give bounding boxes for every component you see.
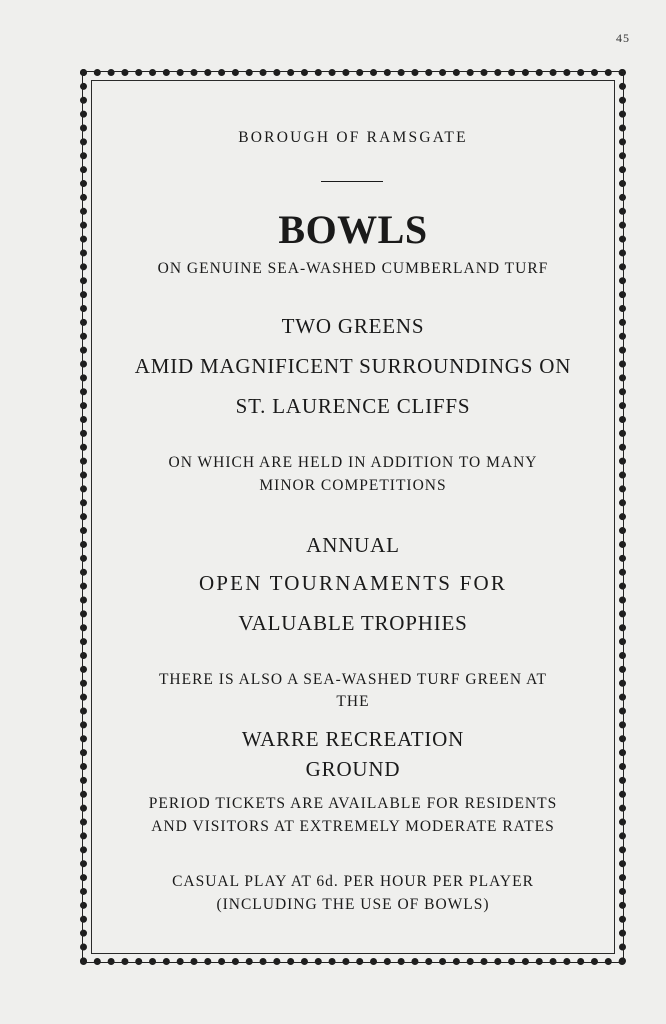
- warre-name-1: WARRE RECREATION: [241, 727, 465, 751]
- subtitle-turf: ON GENUINE SEA-WASHED CUMBERLAND TURF: [157, 260, 549, 277]
- tournaments-line-2: OPEN TOURNAMENTS FOR: [198, 571, 508, 595]
- tournaments-line-1: ANNUAL: [306, 533, 400, 557]
- divider-rule: [321, 181, 383, 182]
- casual-line-1: CASUAL PLAY AT 6d. PER HOUR PER PLAYER: [172, 873, 534, 890]
- page-number: 45: [616, 31, 630, 45]
- competitions-line-2: MINOR COMPETITIONS: [259, 477, 447, 494]
- warre-name-2: GROUND: [305, 757, 401, 781]
- title-bowls: BOWLS: [278, 207, 428, 252]
- tickets-line-2: AND VISITORS AT EXTREMELY MODERATE RATES: [151, 818, 555, 835]
- casual-line-2: (INCLUDING THE USE OF BOWLS): [216, 896, 490, 913]
- greens-line-2: AMID MAGNIFICENT SURROUNDINGS ON: [134, 354, 572, 378]
- competitions-line-1: ON WHICH ARE HELD IN ADDITION TO MANY: [168, 454, 538, 471]
- tournaments-line-3: VALUABLE TROPHIES: [238, 611, 468, 635]
- warre-intro-2: THE: [336, 693, 370, 710]
- header-borough: BOROUGH OF RAMSGATE: [238, 129, 468, 146]
- greens-line-1: TWO GREENS: [281, 314, 425, 338]
- greens-line-3: ST. LAURENCE CLIFFS: [235, 394, 471, 418]
- tickets-line-1: PERIOD TICKETS ARE AVAILABLE FOR RESIDENTS: [148, 795, 558, 812]
- warre-intro-1: THERE IS ALSO A SEA-WASHED TURF GREEN AT: [158, 671, 548, 688]
